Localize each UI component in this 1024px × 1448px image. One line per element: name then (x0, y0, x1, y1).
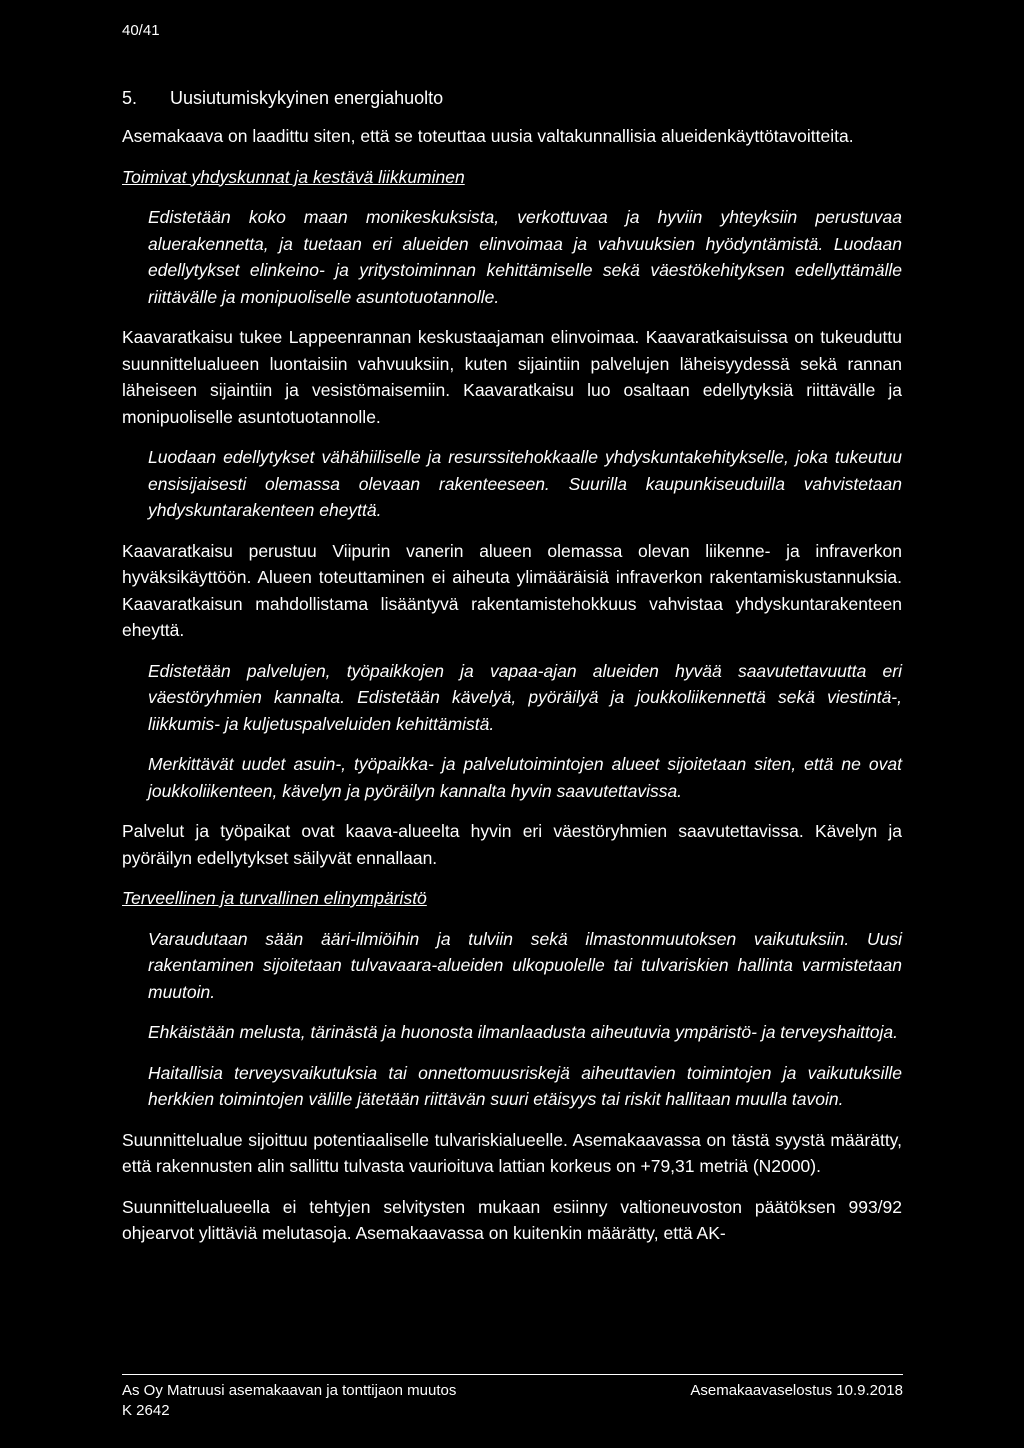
body-paragraph-1: Kaavaratkaisu tukee Lappeenrannan keskustaajaman elinvoimaa. Kaavaratkaisuissa on tukeuduttu suunnittelualueen luontaisiin vahvuuksiin, kuten sijaintiin palvelujen läheisyydessä sekä rannan läheiseen sijaintiin ja vesistömaisemiin. Kaavaratkaisu luo osaltaan edellytyksiä riittävälle ja monipuoliselle asuntotuotannolle. (122, 327, 902, 427)
page-content (122, 88, 902, 1261)
page-footer (122, 1374, 903, 1421)
goal-paragraph-3: Edistetään palvelujen, työpaikkojen ja vapaa-ajan alueiden hyvää saavutettavuutta eri väestöryhmien kannalta. Edistetään kävelyä, pyöräilyä ja joukkoliikennettä sekä viestintä-, liikkumis- ja kuljetuspalveluiden kehittämistä. (148, 660, 902, 734)
page-number: 40/41 (122, 22, 160, 39)
intro-paragraph: Asemakaava on laadittu siten, että se toteuttaa uusia valtakunnallisia alueidenkäyttötavoitteita. (122, 126, 854, 146)
subheading-healthy-environment: Terveellinen ja turvallinen elinympäristö (122, 888, 427, 908)
footer-document: Asemakaavaselostus 10.9.2018 (690, 1382, 903, 1399)
goal-paragraph-1: Edistetään koko maan monikeskuksista, verkottuvaa ja hyviin yhteyksiin perustuvaa aluerakennetta, ja tuetaan eri alueiden elinvoimaa ja vahvuuksien hyödyntämistä. Luodaan edellytykset elinkeino- ja yritystoiminnan kehittämiselle sekä väestökehityksen edellyttämälle riittävälle ja monipuoliselle asuntotuotannolle. (148, 207, 902, 307)
footer-project: As Oy Matruusi asemakaavan ja tonttijaon muutos (122, 1382, 457, 1399)
goal-paragraph-7: Haitallisia terveysvaikutuksia tai onnettomuusriskejä aiheuttavien toimintojen ja vaikutuksille herkkien toimintojen välille jätetään riittävän suuri etäisyys tai riskit hallitaan muulla tavoin. (148, 1062, 902, 1109)
section-number: 5. (122, 88, 138, 108)
footer-row (122, 1381, 903, 1401)
body-paragraph-2: Kaavaratkaisu perustuu Viipurin vanerin alueen olemassa olevan liikenne- ja infraverkon hyväksikäyttöön. Alueen toteuttaminen ei aiheuta ylimääräisiä infraverkon rakentamiskustannuksia. Kaavaratkaisun mahdollistama lisääntyvä rakentamistehokkuus vahvistaa yhdyskuntarakenteen eheyttä. (122, 540, 902, 640)
section-title: Uusiutumiskykyinen energiahuolto (170, 88, 444, 108)
body-paragraph-5: Suunnittelualueella ei tehtyjen selvitysten mukaan esiinny valtioneuvoston päätöksen 993/92 ohjearvot ylittäviä melutasoja. Asemakaavassa on kuitenkin määrätty, että AK- (122, 1196, 902, 1243)
subheading-communities: Toimivat yhdyskunnat ja kestävä liikkuminen (122, 166, 465, 187)
body-paragraph-4: Suunnittelualue sijoittuu potentiaaliselle tulvariskialueelle. Asemakaavassa on tästä syystä määrätty, että rakennusten alin sallittu tulvasta vaurioituva lattian korkeus on +79,31 metriä (N2000). (122, 1129, 902, 1176)
section-heading (122, 88, 902, 109)
body-paragraph-3: Palvelut ja työpaikat ovat kaava-alueelta hyvin eri väestöryhmien saavutettavissa. Kävelyn ja pyöräilyn edellytykset säilyvät ennallaan. (122, 821, 902, 868)
footer-code: K 2642 (122, 1402, 170, 1419)
goal-paragraph-2: Luodaan edellytykset vähähiiliselle ja resurssitehokkaalle yhdyskuntakehitykselle, joka tukeutuu ensisijaisesti olemassa olevaan rakenteeseen. Suurilla kaupunkiseuduilla vahvistetaan yhdyskuntarakenteen eheyttä. (148, 447, 902, 520)
goal-paragraph-6: Ehkäistään melusta, tärinästä ja huonosta ilmanlaadusta aiheutuvia ympäristö- ja terveyshaittoja. (148, 1022, 898, 1042)
goal-paragraph-5: Varaudutaan sään ääri-ilmiöihin ja tulviin sekä ilmastonmuutoksen vaikutuksiin. Uusi rakentaminen sijoitetaan tulvavaara-alueiden ulkopuolelle tai tulvariskien hallinta varmistetaan muutoin. (148, 928, 902, 1002)
goal-paragraph-4: Merkittävät uudet asuin-, työpaikka- ja palvelutoimintojen alueet sijoitetaan siten, että ne ovat joukkoliikenteen, kävelyn ja pyöräilyn kannalta hyvin saavutettavissa. (148, 754, 902, 801)
